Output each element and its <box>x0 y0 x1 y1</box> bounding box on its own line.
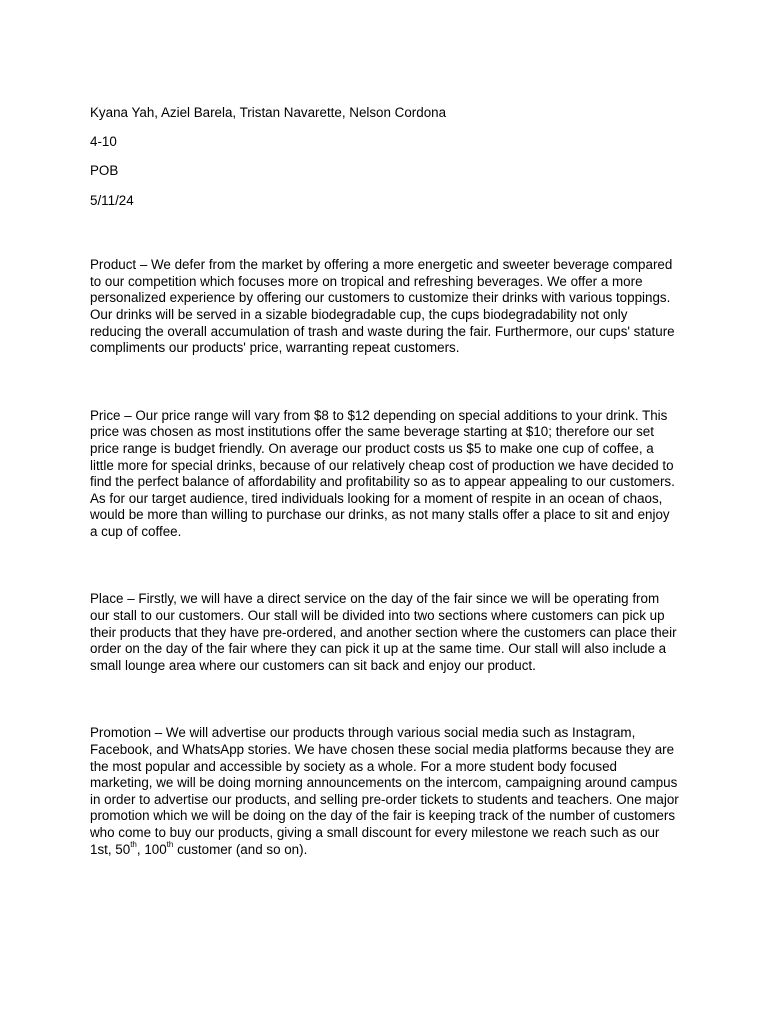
promotion-paragraph <box>90 725 680 858</box>
superscript-th-1: th <box>130 840 137 850</box>
period-line: 4-10 <box>90 134 117 150</box>
product-paragraph: Product – We defer from the market by offering a more energetic and sweeter beverage compared to our competition which focuses more on tropical and refreshing beverages. We offer a more personalized experience by offering our customers to customize their drinks with various toppings. Our drinks will be served in a sizable biodegradable cup, the cups biodegradability not only reducing the overall accumulation of trash and waste during the fair. Furthermore, our cups' stature compliments our products' price, warranting repeat customers. <box>90 257 675 356</box>
promotion-text-end: customer (and so on). <box>173 841 308 857</box>
promotion-section <box>90 725 680 858</box>
superscript-th-2: th <box>166 840 174 850</box>
document-page <box>90 105 680 858</box>
course-line: POB <box>90 163 119 179</box>
price-section <box>90 408 680 541</box>
place-section <box>90 591 680 674</box>
authors-line: Kyana Yah, Aziel Barela, Tristan Navarette, Nelson Cordona <box>90 105 447 120</box>
product-section <box>90 257 680 357</box>
place-paragraph: Place – Firstly, we will have a direct service on the day of the fair since we will be operating from our stall to our customers. Our stall will be divided into two sections where customers can pick up their products that they have pre-ordered, and another section where the customers can place their order on the day of the fair where they can pick it up at the same time. Our stall will also include a small lounge area where our customers can sit back and enjoy our product. <box>90 591 677 673</box>
date-line: 5/11/24 <box>90 192 134 208</box>
promotion-text-mid: , 100 <box>136 841 167 857</box>
price-paragraph: Price – Our price range will vary from $8 to $12 depending on special additions to your drink. This price was chosen as most institutions offer the same beverage starting at $10; therefore our set price range is budget friendly. On average our product costs us $5 to make one cup of coffee, a little more for special drinks, because of our relatively cheap cost of production we have decided to find the perfect balance of affordability and profitability so as to appear appealing to our customers. As for our target audience, tired individuals looking for a moment of respite in an ocean of chaos, would be more than willing to purchase our drinks, as not many stalls offer a place to sit and enjoy a cup of coffee. <box>90 407 675 539</box>
promotion-text-main: Promotion – We will advertise our products through various social media such as Instagram, Facebook, and WhatsApp stories. We have chosen these social media platforms because they are the most popular and accessible by society as a whole. For a more student body focused marketing, we will be doing morning announcements on the intercom, campaigning around campus in order to advertise our products, and selling pre-order tickets to students and teachers. One major promotion which we will be doing on the day of the fair is keeping track of the number of customers who come to buy our products, giving a small discount for every milestone we reach such as our 1st, 50 <box>90 725 679 857</box>
